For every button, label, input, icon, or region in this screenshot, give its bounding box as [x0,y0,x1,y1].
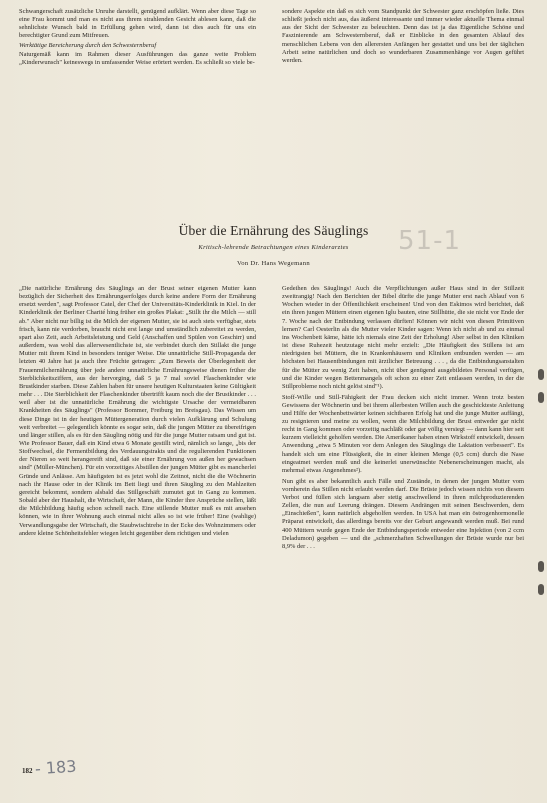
paragraph: Stoff-Wille und Still-Fähigkeit der Frau decken sich nicht immer. Wenn trotz besten Gewissens der Wöchnerin und bei ihrem allerbesten Willen auch die geschickteste Anleitung und Hilfe der Wochenbettwärter keinen sichtbaren Erfolg hat und die junge Mutter auffängt, zu resignieren und meine zu wollen, wenn die Milchbildung der Brust entweder gar nicht recht in Gang kommen oder vorzeitig nachläßt oder gar völlig versiegt — dann kann hier seit kurzem vielleicht geholfen werden. Die Amerikaner haben einen Wirkstoff entwickelt, dessen Anwendung „etwa 5 Minuten vor dem Anlegen des Säuglings die Laktation verbessert". Es handelt sich um eine Flüssigkeit, die in einer kleinen Menge (0,5 ccm) durch die Nase eingeatmet werden muß und die keinerlei unerwünschte Nebenerscheinungen macht, als mehrmal etwas Angenehmes²). [282,393,524,474]
article-right-column [282,285,524,551]
paragraph: „Die natürliche Ernährung des Säuglings an der Brust seiner eigenen Mutter kann bezüglich der Sicherheit des Ernährungserfolges durch keine andere Form der Ernährung ersetzt werden", sagt Professor Catel, der Chef der Universitäts-Kinderklinik in Kiel. In der Kinderklinik der Berliner Charité hing früher ein großes Plakat: „Stillt ihr die Milch — still ab." Aber nicht nur billig ist die Milch der eigenen Mutter, sie ist auch stets verfügbar, stets frisch, kann nie verdorben, braucht nicht erst lange und umständlich zubereitet zu werden, spart also Zeit, auch Arbeitsleistung und Geld (Anschaffen und Spülen von Geschirr) und außerdem, was wohl das allerwesentlichste ist, sie verbindet durch den Stillakt die junge Mutter mit ihrem Kind in besonders inniger Weise. Die unnatürliche Still-Propaganda der letzten 40 Jahre hat ja auch ihre Früchte getragen: „Zum Beweis der Überlegenheit der Frauenmilchernährung über jede andere unnatürliche Ernährungsweise dienen früher die Sterblichkeitsziffern, aus der hervorging, daß 5 ja 7 mal soviel Flaschenkinder wie Brustkinder starben. Diese Zahlen haben für unsere heutigen Kulturstaaten keine Gültigkeit mehr . . . Die Sterblichkeit der Flaschenkinder übertrifft kaum noch die der Brustkinder . . . weil aber ist die unnatürliche Ernährung die wichtigste Ursache der vermeidbaren Krankheiten des Säuglings" (Professor Bommer, Freiburg im Breisgau). Das Wissen um diese Dinge ist in der heutigen Müttergeneration durch vielen Aufklärung und Schulung weit verbreitet — gelegentlich könnte es sogar sein, daß die jungen Mütter zu übereifrigen und länger stillen, als es für den Säugling nötig und für die junge Mutter ratsam und gut ist. Wie Professor Bauer, daß ein Kind etwa 6 Monate gestillt wird, nämlich so lange, „bis der Stoffwechsel, die Fermentbildung des Verdauungstrakts und die regulierenden Funktionen der Nieren so weit herangereift sind, daß sie einer Ernährung von außen her gewachsen sind" (Müller-München). Für ein vorzeitiges Abstillen der jungen Mütter gibt es mancherlei Gründe und Anlässe. Am häufigsten ist es jetzt wohl die Zeitnot, nicht die die Wöchnerin nach ihr Hause oder in der Klinik im Bett liegt und ihren Säugling zu den Mahlzeiten gereicht bekommt, sondern alsbald das Stillgeschäft zumutet gut in Gang zu kommen. Sobald aber der Haushalt, die Wirtschaft, der Mann, die Kinder ihre Ansprüche stellen, läßt die Milchbildung häufig schon schnell nach. Eine stillende Mutter muß es mit ansehen können, wie in ihrer Wohnung auch einmal nicht alles so ist wie früher! Eine (wahlige) Verwandlungsgabe der Wirtschaft, die Staubwischtrehe in der Ecke des Wohnzimmers oder andere kleine Schönheitsfehler wiegen leicht gegenüber dem richtigen und vielen [19,285,256,537]
paragraph: Nun gibt es aber bekanntlich auch Fälle und Zustände, in denen der jungen Mutter vom vornherein das Stillen nicht erlaubt werden darf. Die Brüste jedoch wissen nichts von diesem Verbot und füllen sich langsam aber stetig anschwellend in ihren milchproduzierenden Zellen, die nun auf Leerung drängen. Diesem Andrängen mit seinen Beschwerden, dem „Einschießen", kann natürlich abgeholfen werden. In USA hat man ein östrogenhormonelle Präparat entwickelt, das allerdings bereits vor der Geburt angewandt werden muß. Bei rund 400 Müttern wurde gegen Ende der Entbindungsperiode entweder eine Injektion (von 2 ccm Deladumon) gegeben — und die „schmerzhaften Schwellungen der Brüste wurde nur bei 8,9% der . . . [282,477,524,550]
paragraph: sondere Aspekte ein daß es sich vom Standpunkt der Schwester ganz erschöpfen ließe. Dies schließt jedoch nicht aus, das äußerst interessante und immer wieder aktuelle Thema einmal aus der Sicht der Schwester zu beleuchten. Denn das ist ja das Eigentliche Schöne und Faszinierende am Schwesternberuf, daß er Einblicke in den gesamten Ablauf des menschlichen Lebens von den allerersten Anfängen her gestattet und uns bei der täglichen Arbeit seine natürlichen und doch so wunderbaren Zusammenhänge vor Augen geführt werden. [282,8,524,64]
article-title: Über die Ernährung des Säuglings [178,223,369,238]
paragraph: Naturgemäß kann im Rahmen dieser Ausführungen das ganze weite Problem „Kinderwunsch" keineswegs in umfassender Weise erörtert werden. Es schließt so viele be- [19,50,256,66]
binding-hole-mark [538,369,544,380]
paragraph: Gedeihen des Säuglings! Auch die Verpflichtungen außer Haus sind in der Stillzeit zweitrangig! Nach den Berichten der Bibel dürfte die junge Mutter erst nach Ablauf von 6 Wochen wieder in der Öffentlichkeit erscheinen! Und von den Eskimos wird berichtet, daß ein ihren jungen Müttern einen eigenen Iglu bauten, eine Stillhütte, die sie nicht vor Ende der 7. Woche nach der Entbindung verlassen dürften! Können wir nicht von diesen Primitiven lernen? Carl Oesterlin als die Mutter vieler Kinder sagen: Wenn ich nicht ab und zu einmal ins Wochenbett käme, hätte ich niemals eine Zeit der Erholung! Aber selbst in den Kliniken ist diese Ruhezeit heutzutage nicht mehr erzielt: „Die Häufigkeit des Stillens ist am niedrigsten bei Müttern, die in Krankenhäusern und Kliniken entbunden werden — am höchsten bei Hausentbindungen mit ärztlicher Betreuung . . . , da die Entbindungsanstalten für die Mütter zu wenig Zeit haben, nicht über genügend ausgebildetes Personal verfügen, und die Kinder wegen Bettenmangels oft schon zu einer Zeit entlassen werden, in der die Stillprobleme noch nicht gelöst sind"¹). [282,285,524,390]
page-number: 182 [22,767,33,775]
handwritten-folio-number: - 183 [34,756,78,779]
previous-article-right-column [282,8,524,65]
article-subtitle: Kritisch-lehrende Betrachtungen eines Kinderarztes [198,244,349,251]
handwritten-archive-code: 51-1 [398,226,462,256]
article-left-column [19,285,256,538]
binding-hole-mark [538,584,544,595]
binding-hole-mark [538,392,544,403]
binding-hole-mark [538,561,544,572]
article-author: Von Dr. Hans Wegemann [237,260,310,267]
section-heading: Werktätige Bereicherung durch den Schwesternberuf [19,41,157,49]
previous-article-left-column [19,8,256,67]
paragraph: Schwangerschaft zusätzliche Unruhe darstellt, genügend aufklärt. Wenn aber diese Tage so eine Frau kommt und man es nicht aus ihrem strahlenden Gesicht ablesen kann, daß die sehnlichste Wunsch bald in Erfüllung gehen wird, dann ist dies auch für uns ein berechtigter Grund zum Mitfreuen. [19,8,256,40]
